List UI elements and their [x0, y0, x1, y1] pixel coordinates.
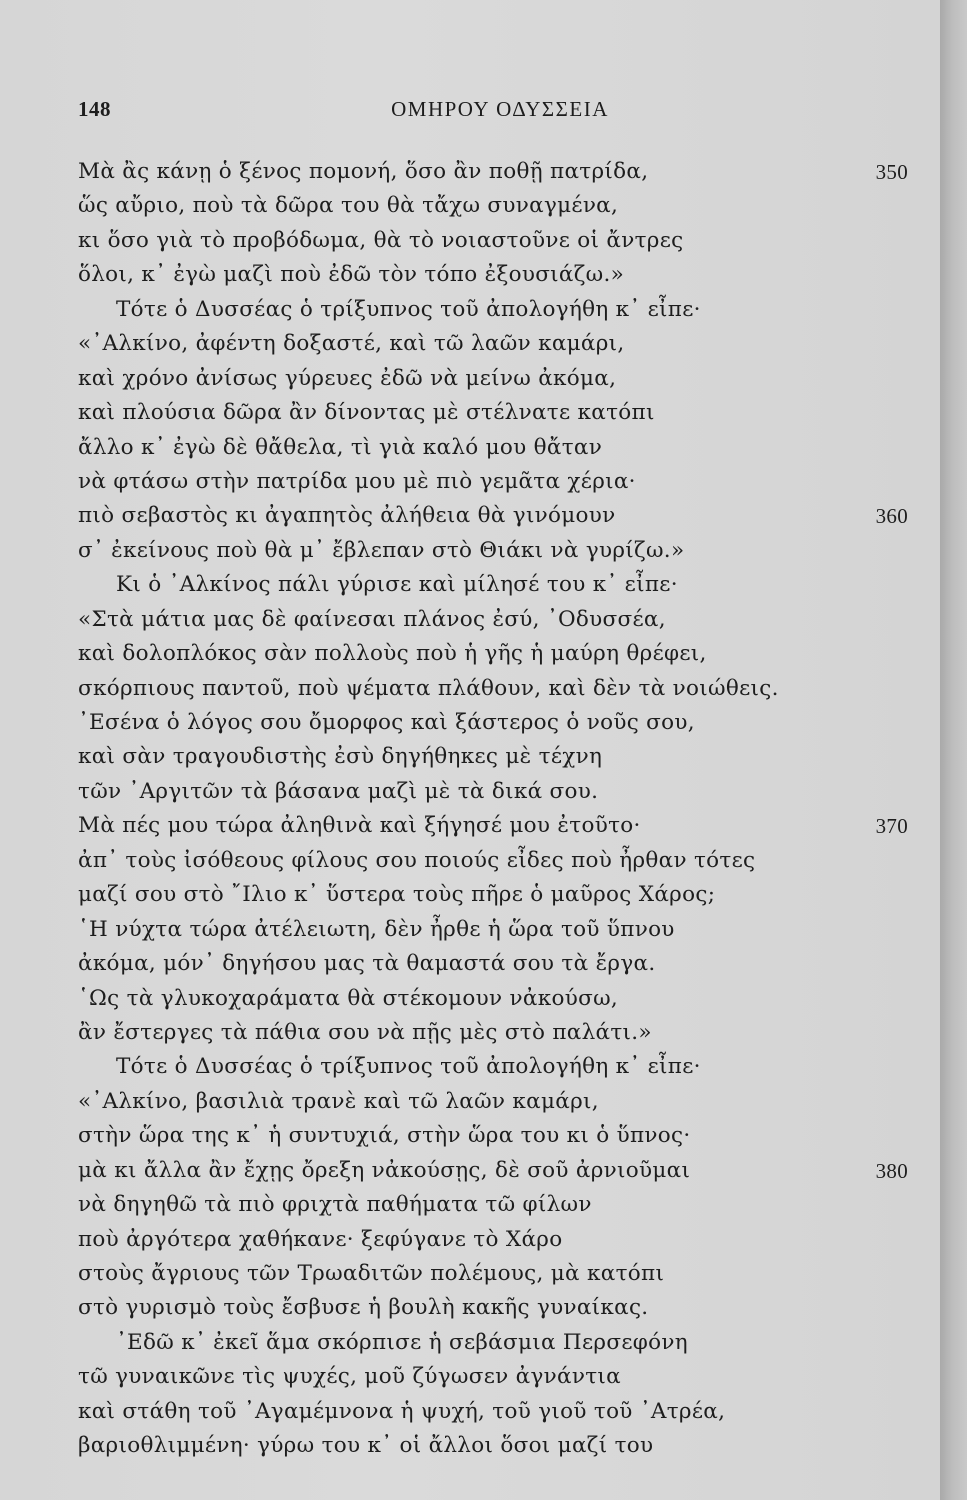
verse-text: νὰ φτάσω στὴν πατρίδα μου μὲ πιὸ γεμᾶτα χέρια·	[78, 468, 636, 494]
page-number: 148	[78, 97, 111, 121]
verse-line	[78, 362, 908, 396]
verse-text: Κι ὁ ᾿Αλκίνος πάλι γύρισε καὶ μίλησέ του κ᾿ εἶπε·	[116, 572, 678, 598]
verse-line	[78, 637, 908, 671]
line-number: 350	[875, 160, 908, 184]
verse-text: μαζί σου στὸ ῎Ιλιο κ᾿ ὕστερα τοὺς πῆρε ὁ μαῦρος Χάρος;	[78, 882, 716, 908]
verse-line	[78, 1154, 908, 1188]
verse-line	[78, 878, 908, 912]
verse-line	[78, 224, 908, 258]
verse-line	[78, 1188, 908, 1222]
verse-text: ἂν ἔστεργες τὰ πάθια σου νὰ πῇς μὲς στὸ παλάτι.»	[78, 1019, 652, 1045]
verse-text: στὸ γυρισμὸ τοὺς ἔσβυσε ἡ βουλὴ κακῆς γυναίκας.	[78, 1295, 649, 1321]
line-number: 380	[875, 1158, 908, 1183]
verse-line	[78, 1257, 908, 1291]
verse-line	[78, 844, 908, 878]
verse-text: καὶ δολοπλόκος σὰν πολλοὺς ποὺ ἡ γῆς ἡ μαύρη θρέφει,	[78, 641, 707, 667]
verse-line	[78, 603, 908, 637]
verse-line	[78, 913, 908, 947]
verse-line	[78, 1119, 908, 1153]
verse-text: στὴν ὥρα της κ᾿ ἡ συντυχιά, στὴν ὥρα του κι ὁ ὕπνος·	[78, 1123, 691, 1149]
verse-line	[78, 809, 908, 843]
verse-text: ῾Η νύχτα τώρα ἀτέλειωτη, δὲν ἦρθε ἡ ὥρα τοῦ ὕπνου	[78, 916, 675, 942]
line-number: 360	[875, 504, 908, 529]
verse-text: πιὸ σεβαστὸς κι ἀγαπητὸς ἀλήθεια θὰ γινόμουν	[78, 503, 616, 529]
verse-text: τῶν ᾿Αργιτῶν τὰ βάσανα μαζὶ μὲ τὰ δικά σου.	[78, 778, 599, 804]
verse-text: κι ὅσο γιὰ τὸ προβόδωμα, θὰ τὸ νοιαστοῦνε οἱ ἄντρες	[78, 227, 684, 253]
verse-text: ἀκόμα, μόν᾿ δηγήσου μας τὰ θαμαστά σου τὰ ἔργα.	[78, 951, 656, 977]
verse-text: ἀπ᾿ τοὺς ἰσόθεους φίλους σου ποιούς εἶδες ποὺ ἦρθαν τότες	[78, 847, 756, 873]
page-header	[0, 97, 940, 131]
verse-line	[78, 947, 908, 981]
verse-line	[78, 155, 908, 189]
verse-text: ῾Ως τὰ γλυκοχαράματα θὰ στέκομουν νἀκούσω,	[78, 985, 619, 1011]
verse-text: ᾿Εδῶ κ᾿ ἐκεῖ ἅμα σκόρπισε ἡ σεβάσμια Περσεφόνη	[116, 1329, 688, 1355]
verse-text: «Στὰ μάτια μας δὲ φαίνεσαι πλάνος ἐσύ, ᾿Οδυσσέα,	[78, 606, 666, 632]
verse-line	[78, 431, 908, 465]
verse-text: σκόρπιους παντοῦ, ποὺ ψέματα πλάθουν, καὶ δὲν τὰ νοιώθεις.	[78, 675, 779, 701]
verse-text: Τότε ὁ Δυσσέας ὁ τρίξυπνος τοῦ ἀπολογήθη κ᾿ εἶπε·	[116, 1054, 701, 1080]
verse-text: νὰ δηγηθῶ τὰ πιὸ φριχτὰ παθήματα τῶ φίλων	[78, 1192, 592, 1218]
verse-line	[78, 775, 908, 809]
verse-line	[78, 1395, 908, 1429]
verse-text: ὅλοι, κ᾿ ἐγὼ μαζὶ ποὺ ἐδῶ τὸν τόπο ἐξουσιάζω.»	[78, 262, 625, 288]
verse-line	[78, 1429, 908, 1463]
verse-text: βαριοθλιμμένη· γύρω του κ᾿ οἱ ἄλλοι ὅσοι μαζί του	[78, 1433, 654, 1459]
line-number: 370	[875, 814, 908, 839]
verse-text: καὶ στάθη τοῦ ᾿Αγαμέμνονα ἡ ψυχή, τοῦ γιοῦ τοῦ ᾿Ατρέα,	[78, 1398, 726, 1424]
verse-text: ἄλλο κ᾿ ἐγὼ δὲ θἄθελα, τὶ γιὰ καλό μου θἄταν	[78, 434, 603, 460]
page-edge	[940, 0, 967, 1500]
verse-line	[78, 1016, 908, 1050]
running-title: ΟΜΗΡΟΥ ΟΔΥΣΣΕΙΑ	[391, 97, 609, 121]
verse-line	[78, 1223, 908, 1257]
verse-line	[78, 327, 908, 361]
verse-text: μὰ κι ἄλλα ἂν ἔχῃς ὄρεξη νἀκούσῃς, δὲ σοῦ ἀρνιοῦμαι	[78, 1157, 691, 1183]
verse-text: Μὰ ἂς κάνῃ ὁ ξένος πομονή, ὅσο ἂν ποθῇ πατρίδα,	[78, 159, 649, 184]
verse-line	[78, 189, 908, 223]
verse-line	[78, 1050, 908, 1084]
verse-line	[78, 982, 908, 1016]
poem-text	[78, 155, 908, 1464]
verse-text: σ᾿ ἐκείνους ποὺ θὰ μ᾿ ἔβλεπαν στὸ Θιάκι νὰ γυρίζω.»	[78, 537, 685, 563]
verse-text: καὶ σὰν τραγουδιστὴς ἐσὺ δηγήθηκες μὲ τέχνη	[78, 744, 603, 770]
verse-text: στοὺς ἄγριους τῶν Τρωαδιτῶν πολέμους, μὰ κατόπι	[78, 1261, 665, 1286]
verse-text: τῶ γυναικῶνε τὶς ψυχές, μοῦ ζύγωσεν ἀγνάντια	[78, 1364, 621, 1390]
verse-text: ποὺ ἀργότερα χαθήκανε· ξεφύγανε τὸ Χάρο	[78, 1226, 563, 1252]
verse-text: «᾿Αλκίνο, ἀφέντη δοξαστέ, καὶ τῶ λαῶν καμάρι,	[78, 331, 625, 357]
verse-text: Μὰ πές μου τώρα ἀληθινὰ καὶ ξήγησέ μου ἐτοῦτο·	[78, 813, 641, 839]
verse-line	[78, 1085, 908, 1119]
verse-line	[78, 1291, 908, 1325]
verse-line	[78, 396, 908, 430]
verse-line	[78, 740, 908, 774]
verse-line	[78, 568, 908, 602]
verse-text: ᾿Εσένα ὁ λόγος σου ὄμορφος καὶ ξάστερος ὁ νοῦς σου,	[78, 710, 695, 735]
verse-line	[78, 706, 908, 740]
verse-line	[78, 465, 908, 499]
verse-line	[78, 672, 908, 706]
verse-text: «᾿Αλκίνο, βασιλιὰ τρανὲ καὶ τῶ λαῶν καμάρι,	[78, 1088, 599, 1114]
verse-line	[78, 1326, 908, 1360]
verse-line	[78, 293, 908, 327]
verse-text: ὥς αὔριο, ποὺ τὰ δῶρα του θὰ τἄχω συναγμένα,	[78, 193, 619, 219]
verse-line	[78, 1360, 908, 1394]
verse-line	[78, 499, 908, 533]
verse-line	[78, 258, 908, 292]
verse-text: καὶ χρόνο ἀνίσως γύρευες ἐδῶ νὰ μείνω ἀκόμα,	[78, 365, 617, 391]
verse-text: καὶ πλούσια δῶρα ἂν δίνοντας μὲ στέλνατε κατόπι	[78, 400, 655, 426]
verse-line	[78, 534, 908, 568]
verse-text: Τότε ὁ Δυσσέας ὁ τρίξυπνος τοῦ ἀπολογήθη κ᾿ εἶπε·	[116, 296, 701, 322]
